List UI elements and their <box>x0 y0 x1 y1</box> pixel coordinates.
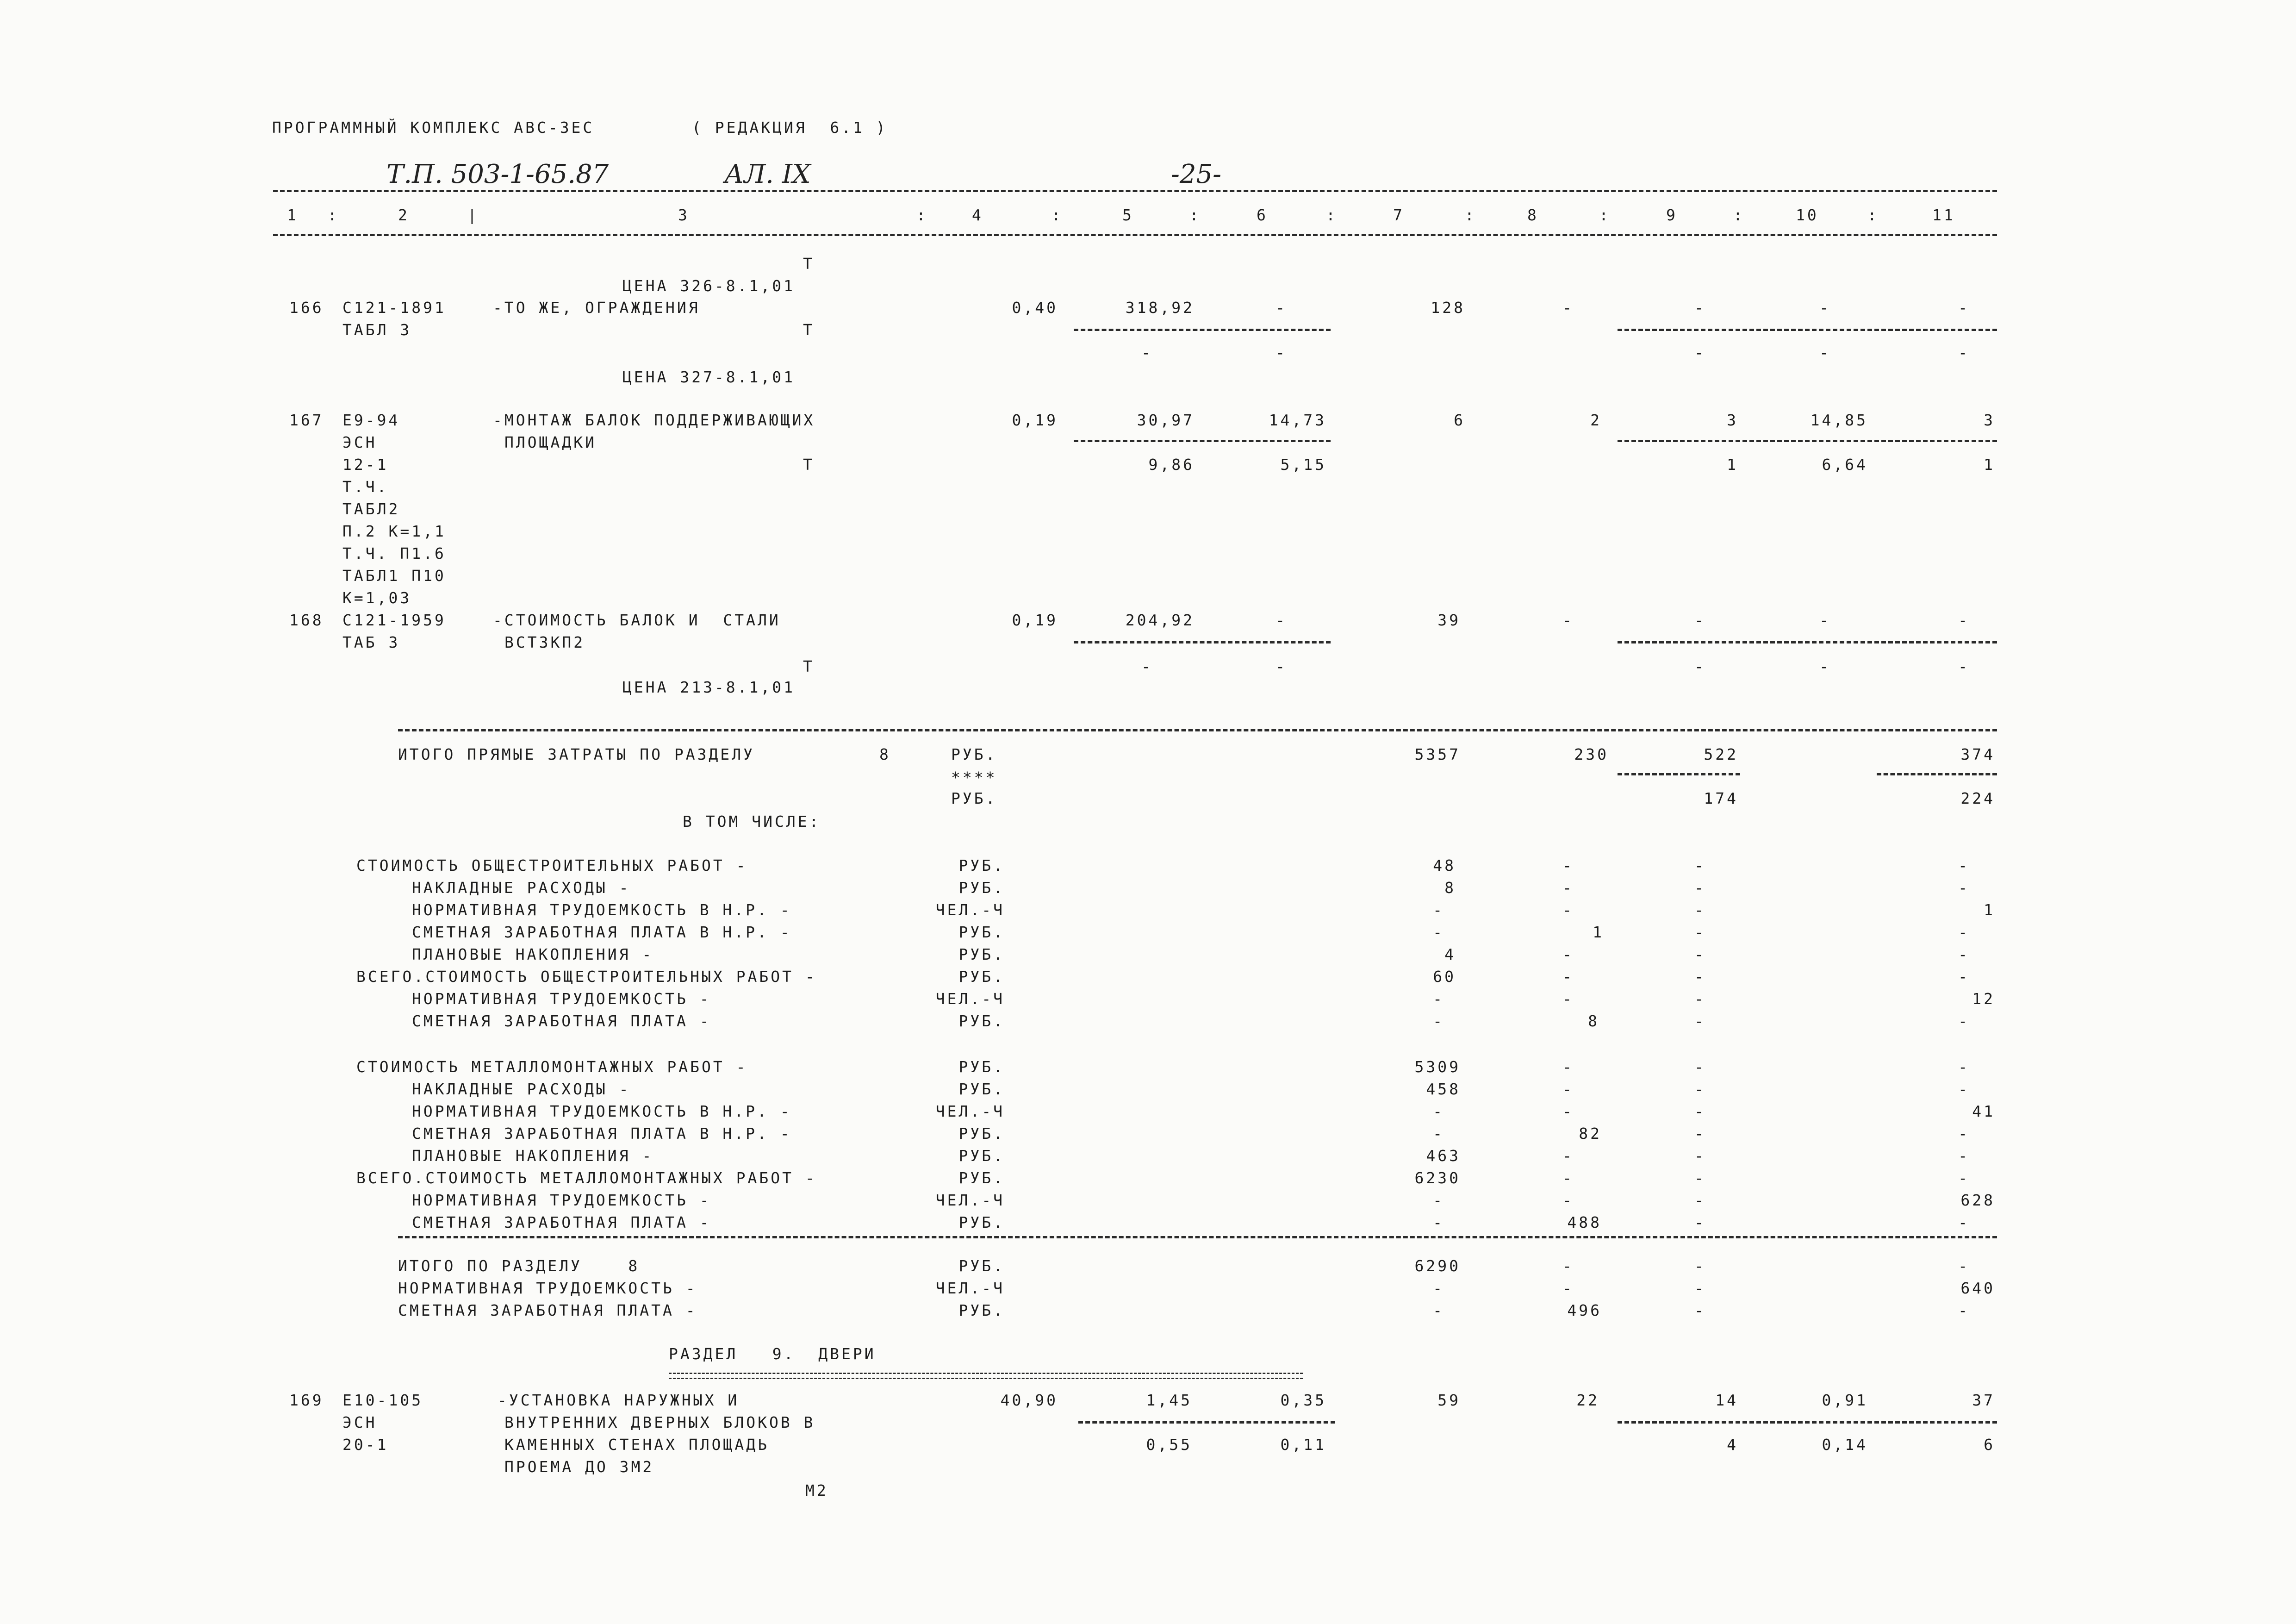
sub-c11: 6 <box>1984 1436 1995 1454</box>
unit-label: РУБ. <box>958 968 1005 986</box>
item-code: К=1,03 <box>342 589 412 607</box>
cell-c8: - <box>1562 299 1574 317</box>
cell-c7: - <box>1433 923 1444 941</box>
cell-c8: 230 <box>1574 745 1609 763</box>
cell-c9: - <box>1694 901 1706 919</box>
unit-label: РУБ. <box>958 923 1005 941</box>
item-code: ТАБЛ2 <box>342 500 400 518</box>
cell-c8: 1 <box>1593 923 1604 941</box>
program-title: ПРОГРАММНЫЙ КОМПЛЕКС АВС-3ЕС <box>272 119 595 137</box>
cell-c7: - <box>1433 1012 1444 1030</box>
sub-c5: - <box>1141 657 1153 675</box>
breakdown-label: СТОИМОСТЬ МЕТАЛЛОМОНТАЖНЫХ РАБОТ - <box>356 1058 748 1076</box>
sub-c10: - <box>1819 657 1831 675</box>
sub-c11: 1 <box>1984 456 1995 474</box>
cell-c8: 2 <box>1590 411 1602 429</box>
sub-c5: 9,86 <box>1148 456 1195 474</box>
cell-c7: 5309 <box>1414 1058 1461 1076</box>
cell-c9: 522 <box>1704 745 1738 763</box>
cell-c8: - <box>1562 1191 1574 1209</box>
cell-c7: 458 <box>1426 1080 1461 1098</box>
unit-label: РУБ. <box>958 1169 1005 1187</box>
project-code: Т.П. 503-1-65.87 <box>386 159 609 189</box>
cell-c7: 6230 <box>1414 1169 1461 1187</box>
cell-c11: 12 <box>1972 990 1995 1008</box>
unit-t: Т <box>803 657 815 675</box>
breakdown-label: НОРМАТИВНАЯ ТРУДОЕМКОСТЬ В Н.Р. - <box>412 901 792 919</box>
cell-c7: 59 <box>1437 1391 1461 1409</box>
cell-c8: 496 <box>1567 1301 1602 1319</box>
cell-c4: 40,90 <box>1000 1391 1058 1409</box>
cell-c10: 0,91 <box>1822 1391 1868 1409</box>
cell-c8: - <box>1562 1102 1574 1120</box>
cell-c11: - <box>1958 1169 1970 1187</box>
section-number: 8 <box>879 745 891 763</box>
cell-c11: - <box>1958 299 1970 317</box>
breakdown-label: ВСЕГО.СТОИМОСТЬ ОБЩЕСТРОИТЕЛЬНЫХ РАБОТ - <box>356 968 817 986</box>
unit-label: ЧЕЛ.-Ч <box>935 990 1005 1008</box>
cell-c7: - <box>1433 1301 1444 1319</box>
cell-c8: - <box>1562 1169 1574 1187</box>
cell-c10: - <box>1819 299 1831 317</box>
cell-c11: - <box>1958 1213 1970 1231</box>
cell-c7: 5357 <box>1414 745 1461 763</box>
breakdown-label: НАКЛАДНЫЕ РАСХОДЫ - <box>412 1080 631 1098</box>
cell-c8: - <box>1562 611 1574 629</box>
cell-c11: - <box>1958 1124 1970 1143</box>
album-number: АЛ. IX <box>724 159 811 189</box>
unit-label: РУБ. <box>958 856 1005 874</box>
cell-c11: - <box>1958 1012 1970 1030</box>
section-9-underline <box>669 1373 1303 1379</box>
cell-c8: - <box>1562 968 1574 986</box>
cell-c8: 82 <box>1579 1124 1602 1143</box>
cell-c7: - <box>1433 990 1444 1008</box>
item-code: ЭСН <box>342 1413 377 1431</box>
total-label: ИТОГО ПРЯМЫЕ ЗАТРАТЫ ПО РАЗДЕЛУ <box>398 745 755 763</box>
cell-c9: - <box>1694 968 1706 986</box>
col-header-3: 3 <box>678 206 690 224</box>
breakdown-label: НОРМАТИВНАЯ ТРУДОЕМКОСТЬ В Н.Р. - <box>412 1102 792 1120</box>
breakdown-label: СМЕТНАЯ ЗАРАБОТНАЯ ПЛАТА - <box>412 1213 711 1231</box>
sub-c9: 4 <box>1727 1436 1738 1454</box>
total-label: НОРМАТИВНАЯ ТРУДОЕМКОСТЬ - <box>398 1279 697 1297</box>
unit-label: РУБ. <box>951 789 997 807</box>
cell-c8: 8 <box>1588 1012 1599 1030</box>
item-code: П.2 К=1,1 <box>342 522 446 540</box>
unit-label: РУБ. <box>958 1257 1005 1275</box>
item-number: 168 <box>289 611 324 629</box>
page-number: -25- <box>1171 159 1222 189</box>
cell-c9: - <box>1694 1012 1706 1030</box>
cell-c10: - <box>1819 611 1831 629</box>
sub-c9: 174 <box>1704 789 1738 807</box>
col-header-4: 4 <box>972 206 983 224</box>
item-name-cont: ПЛОЩАДКИ <box>504 433 597 451</box>
col-header-11: 11 <box>1932 206 1955 224</box>
item-code: Т.Ч. П1.6 <box>342 544 446 562</box>
item-code: Т.Ч. <box>342 478 389 496</box>
unit-label: РУБ. <box>958 1213 1005 1231</box>
col-header-10: 10 <box>1796 206 1819 224</box>
cell-c9: - <box>1694 990 1706 1008</box>
cell-c8: 22 <box>1576 1391 1599 1409</box>
cell-c9: - <box>1694 1191 1706 1209</box>
cell-c11: - <box>1958 1301 1970 1319</box>
cell-c8: - <box>1562 901 1574 919</box>
cell-c9: - <box>1694 879 1706 897</box>
cell-c4: 0,40 <box>1012 299 1058 317</box>
item-number: 167 <box>289 411 324 429</box>
cell-c9: - <box>1694 1169 1706 1187</box>
cell-c8: - <box>1562 879 1574 897</box>
sub-c6: 5,15 <box>1280 456 1326 474</box>
cell-c7: 463 <box>1426 1147 1461 1165</box>
cell-c8: 488 <box>1567 1213 1602 1231</box>
cell-c4: 0,19 <box>1012 411 1058 429</box>
header-rule-top <box>273 190 1997 192</box>
unit-label: РУБ. <box>958 1124 1005 1143</box>
cell-c7: - <box>1433 1102 1444 1120</box>
cell-c7: 39 <box>1437 611 1461 629</box>
unit-t: Т <box>803 255 815 273</box>
cell-c7: - <box>1433 1191 1444 1209</box>
including-heading: В ТОМ ЧИСЛЕ: <box>683 812 821 831</box>
price-reference: ЦЕНА 327-8.1,01 <box>622 368 796 386</box>
cell-c11: - <box>1958 945 1970 963</box>
item-code: Е9-94 <box>342 411 400 429</box>
cell-c9: 14 <box>1715 1391 1738 1409</box>
item-number: 166 <box>289 299 324 317</box>
cell-c11: - <box>1958 1257 1970 1275</box>
item-code-table: ТАБ 3 <box>342 633 400 651</box>
unit-t: Т <box>803 456 815 474</box>
sub-c6: 0,11 <box>1280 1436 1326 1454</box>
cell-c8: - <box>1562 856 1574 874</box>
cell-c9: - <box>1694 945 1706 963</box>
cell-c11: - <box>1958 1147 1970 1165</box>
edition-label: ( РЕДАКЦИЯ 6.1 ) <box>692 119 888 137</box>
cell-c9: 3 <box>1727 411 1738 429</box>
stars-marker: **** <box>951 768 997 787</box>
sub-c9: 1 <box>1727 456 1738 474</box>
cell-c9: - <box>1694 1213 1706 1231</box>
cell-c11: 3 <box>1984 411 1995 429</box>
cell-c9: - <box>1694 1147 1706 1165</box>
cell-c11: 37 <box>1972 1391 1995 1409</box>
total-label: СМЕТНАЯ ЗАРАБОТНАЯ ПЛАТА - <box>398 1301 697 1319</box>
cell-c7: 8 <box>1444 879 1456 897</box>
col-header-2: 2 <box>398 206 410 224</box>
cell-c7: 6 <box>1454 411 1465 429</box>
cell-c9: - <box>1694 1102 1706 1120</box>
cell-c11: - <box>1958 879 1970 897</box>
sub-c11: - <box>1958 344 1970 362</box>
header-rule-bottom <box>273 234 1997 236</box>
item-code: 20-1 <box>342 1436 389 1454</box>
cell-c11: 628 <box>1960 1191 1995 1209</box>
cell-c11: 41 <box>1972 1102 1995 1120</box>
cell-c7: - <box>1433 1213 1444 1231</box>
col-header-6: 6 <box>1257 206 1268 224</box>
cell-c8: - <box>1562 1080 1574 1098</box>
col-header-9: 9 <box>1666 206 1678 224</box>
cell-c9: - <box>1694 1058 1706 1076</box>
col-header-1: 1 <box>287 206 299 224</box>
unit-label: ЧЕЛ.-Ч <box>935 901 1005 919</box>
sub-c6: - <box>1276 344 1287 362</box>
cell-c9: - <box>1694 611 1706 629</box>
breakdown-label: НОРМАТИВНАЯ ТРУДОЕМКОСТЬ - <box>412 1191 711 1209</box>
item-code: ТАБЛ1 П10 <box>342 567 446 585</box>
cell-c11: 640 <box>1960 1279 1995 1297</box>
unit-t: Т <box>803 321 815 339</box>
cell-c7: - <box>1433 1279 1444 1297</box>
cell-c9: - <box>1694 299 1706 317</box>
sub-c10: 0,14 <box>1822 1436 1868 1454</box>
item-name-cont: КАМЕННЫХ СТЕНАХ ПЛОЩАДЬ <box>504 1436 769 1454</box>
cell-c11: - <box>1958 1058 1970 1076</box>
cell-c11: 1 <box>1984 901 1995 919</box>
breakdown-label: НОРМАТИВНАЯ ТРУДОЕМКОСТЬ - <box>412 990 711 1008</box>
cell-c9: - <box>1694 1080 1706 1098</box>
unit-label: РУБ. <box>958 1012 1005 1030</box>
price-reference: ЦЕНА 213-8.1,01 <box>622 678 796 696</box>
unit-label: РУБ. <box>958 1080 1005 1098</box>
cell-c6: 14,73 <box>1269 411 1326 429</box>
item-code: Е10-105 <box>342 1391 423 1409</box>
breakdown-label: ВСЕГО.СТОИМОСТЬ МЕТАЛЛОМОНТАЖНЫХ РАБОТ - <box>356 1169 817 1187</box>
item-name-cont: ПРОЕМА ДО 3М2 <box>504 1458 654 1476</box>
sub-c10: 6,64 <box>1822 456 1868 474</box>
cell-c5: 204,92 <box>1125 611 1195 629</box>
item-name-cont: ВСТ3КП2 <box>504 633 585 651</box>
item-code-table: ТАБЛ 3 <box>342 321 412 339</box>
sub-c11: - <box>1958 657 1970 675</box>
item-name: -СТОИМОСТЬ БАЛОК И СТАЛИ <box>493 611 781 629</box>
col-header-5: 5 <box>1122 206 1134 224</box>
breakdown-label: СМЕТНАЯ ЗАРАБОТНАЯ ПЛАТА В Н.Р. - <box>412 1124 792 1143</box>
sub-c6: - <box>1276 657 1287 675</box>
cell-c9: - <box>1694 1301 1706 1319</box>
unit-label: РУБ. <box>958 945 1005 963</box>
cell-c5: 1,45 <box>1146 1391 1192 1409</box>
item-name: -УСТАНОВКА НАРУЖНЫХ И <box>498 1391 740 1409</box>
col-header-7: 7 <box>1393 206 1405 224</box>
total-label: ИТОГО ПО РАЗДЕЛУ 8 <box>398 1257 640 1275</box>
item-number: 169 <box>289 1391 324 1409</box>
cell-c11: - <box>1958 968 1970 986</box>
cell-c7: 48 <box>1433 856 1456 874</box>
unit-label: РУБ. <box>951 745 997 763</box>
item-name: -МОНТАЖ БАЛОК ПОДДЕРЖИВАЮЩИХ <box>493 411 815 429</box>
item-code: С121-1959 <box>342 611 446 629</box>
cell-c7: 128 <box>1431 299 1465 317</box>
cell-c7: 4 <box>1444 945 1456 963</box>
item-name: -ТО ЖЕ, ОГРАЖДЕНИЯ <box>493 299 700 317</box>
item-code: С121-1891 <box>342 299 446 317</box>
breakdown-label: СТОИМОСТЬ ОБЩЕСТРОИТЕЛЬНЫХ РАБОТ - <box>356 856 748 874</box>
item-code: ЭСН <box>342 433 377 451</box>
unit-label: М2 <box>805 1481 828 1499</box>
cell-c6: - <box>1276 611 1287 629</box>
sub-c10: - <box>1819 344 1831 362</box>
sub-c5: - <box>1141 344 1153 362</box>
cell-c7: - <box>1433 901 1444 919</box>
unit-label: РУБ. <box>958 1301 1005 1319</box>
cell-c7: 60 <box>1433 968 1456 986</box>
section-rule <box>398 1236 1997 1238</box>
unit-label: РУБ. <box>958 1058 1005 1076</box>
cell-c7: - <box>1433 1124 1444 1143</box>
cell-c5: 318,92 <box>1125 299 1195 317</box>
cell-c6: - <box>1276 299 1287 317</box>
sub-c9: - <box>1694 657 1706 675</box>
cell-c11: 374 <box>1960 745 1995 763</box>
cell-c11: - <box>1958 611 1970 629</box>
breakdown-label: ПЛАНОВЫЕ НАКОПЛЕНИЯ - <box>412 1147 654 1165</box>
price-reference: ЦЕНА 326-8.1,01 <box>622 277 796 295</box>
item-code: 12-1 <box>342 456 389 474</box>
breakdown-label: ПЛАНОВЫЕ НАКОПЛЕНИЯ - <box>412 945 654 963</box>
cell-c9: - <box>1694 1257 1706 1275</box>
cell-c6: 0,35 <box>1280 1391 1326 1409</box>
cell-c10: 14,85 <box>1810 411 1868 429</box>
unit-label: РУБ. <box>958 879 1005 897</box>
cell-c8: - <box>1562 990 1574 1008</box>
unit-label: РУБ. <box>958 1147 1005 1165</box>
unit-label: ЧЕЛ.-Ч <box>935 1279 1005 1297</box>
cell-c11: - <box>1958 923 1970 941</box>
breakdown-label: СМЕТНАЯ ЗАРАБОТНАЯ ПЛАТА - <box>412 1012 711 1030</box>
breakdown-label: СМЕТНАЯ ЗАРАБОТНАЯ ПЛАТА В Н.Р. - <box>412 923 792 941</box>
unit-label: ЧЕЛ.-Ч <box>935 1191 1005 1209</box>
item-name-cont: ВНУТРЕННИХ ДВЕРНЫХ БЛОКОВ В <box>504 1413 815 1431</box>
cell-c11: - <box>1958 1080 1970 1098</box>
breakdown-label: НАКЛАДНЫЕ РАСХОДЫ - <box>412 879 631 897</box>
unit-label: ЧЕЛ.-Ч <box>935 1102 1005 1120</box>
cell-c11: - <box>1958 856 1970 874</box>
cell-c9: - <box>1694 1279 1706 1297</box>
cell-c8: - <box>1562 1257 1574 1275</box>
sub-c5: 0,55 <box>1146 1436 1192 1454</box>
cell-c8: - <box>1562 945 1574 963</box>
cell-c9: - <box>1694 1124 1706 1143</box>
cell-c7: 6290 <box>1414 1257 1461 1275</box>
cell-c9: - <box>1694 856 1706 874</box>
section-9-title: РАЗДЕЛ 9. ДВЕРИ <box>669 1345 876 1363</box>
section-rule <box>398 729 1997 731</box>
cell-c5: 30,97 <box>1137 411 1195 429</box>
cell-c8: - <box>1562 1058 1574 1076</box>
sub-c9: - <box>1694 344 1706 362</box>
cell-c8: - <box>1562 1147 1574 1165</box>
cell-c4: 0,19 <box>1012 611 1058 629</box>
cell-c9: - <box>1694 923 1706 941</box>
cell-c8: - <box>1562 1279 1574 1297</box>
sub-c11: 224 <box>1960 789 1995 807</box>
col-header-8: 8 <box>1527 206 1539 224</box>
